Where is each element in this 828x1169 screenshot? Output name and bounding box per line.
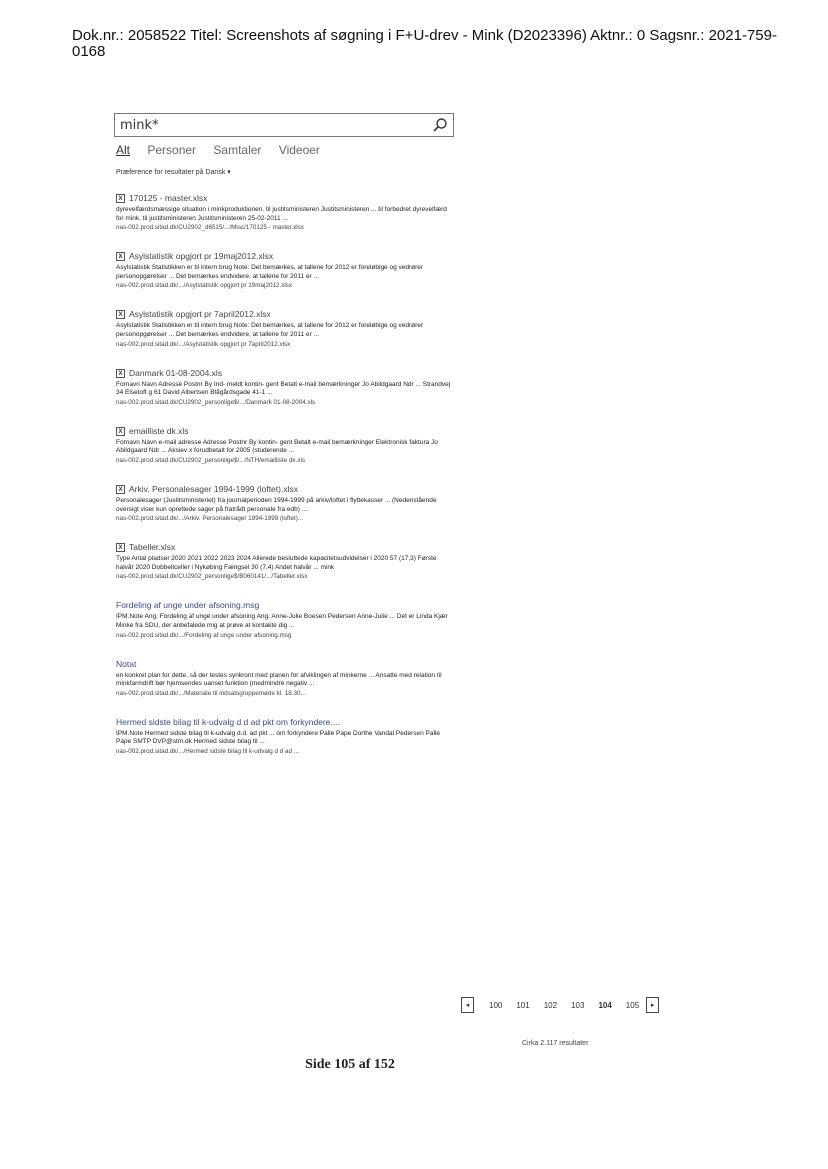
result-title-link[interactable] [116,193,456,204]
excel-file-icon: X [116,369,125,378]
result-snippet: Type Antal pladser 2020 2021 2022 2023 2024 Allerede besluttede kapacitetsudvidelser i 2020 57 (17,3) Første halvår 2020 Dobbeltceller i Nykøbing Fængsel 30 (7,4) Andet halvår ... mink [116,555,437,571]
result-url: nas-002.prod.sitad.dk/.../Fordeling af unge under afsoning.msg [116,631,292,639]
search-icon[interactable] [432,117,448,133]
result-title-link[interactable] [116,484,456,495]
scope-tabs [116,143,334,157]
result-title-link[interactable] [116,426,456,437]
search-result [116,484,456,523]
result-url: nas-002.prod.sitad.dk/CU2902_personlige$/.../NTH/emailliste dk.xls [116,456,305,464]
result-title-text: Hermed sidste bilag til k-udvalg d d ad pkt om forkyndere.... [116,716,340,727]
document-header: Dok.nr.: 2058522 Titel: Screenshots af søgning i F+U-drev - Mink (D2023396) Aktnr.: 0 Sagsnr.: 2021-759-0168 [72,27,777,60]
result-title-text: Notat [116,658,137,669]
result-title-link[interactable] [116,309,456,320]
pagination [461,997,659,1013]
result-snippet: Fornavn Navn e-mail adresse Adresse Postnr By kontin- gent Betalt e-mail bemærkninger Elektronisk faktura Jo Abildgaard Ndr ... Aksiev x forudbetalt for 2005 (studerende ... [116,438,438,455]
page-link-current: 104 [598,1000,612,1010]
excel-file-icon: X [116,485,125,494]
result-title-text: Asylstatistik opgjort pr 19maj2012.xlsx [129,251,274,262]
result-title-text: Arkiv. Personalesager 1994-1999 (loftet).xlsx [129,483,298,494]
result-title-text: Asylstatistik opgjort pr 7april2012.xlsx [129,309,271,320]
result-title-link[interactable] [116,368,456,379]
result-title-link[interactable] [116,717,456,728]
result-title-link[interactable] [116,659,456,670]
search-result [116,542,456,581]
excel-file-icon: X [116,543,125,552]
result-snippet: IPM.Note Ang: Fordeling af unge under afsoning Ang: Anne-Julie Boesen Pedersen Anne-Julie ... Det er Linda Kjær Minke fra SDU, der anbefalede mig at prøve at kontakte dig ... [116,613,448,629]
result-url: nas-002.prod.sitad.dk/CU2902_personlige$/.../Danmark 01-08-2004.xls [116,398,316,406]
page-link[interactable]: 103 [571,1000,585,1010]
tab-samtaler[interactable]: Samtaler [213,143,262,157]
page-link[interactable]: 102 [543,1000,558,1010]
result-title-text: Fordeling af unge under afsoning.msg [116,600,260,611]
page-link[interactable]: 101 [516,1000,530,1010]
excel-file-icon: X [116,427,125,436]
result-url: nas-002.prod.sitad.dk/.../Hermed sidste bilag til k-udvalg d d ad ... [116,747,300,755]
result-title-link[interactable] [116,542,456,553]
result-url: nas-002.prod.sitad.dk/.../Asylstatistik opgjort pr 19maj2012.xlsx [116,282,293,290]
result-url: nas-002.prod.sitad.dk/CU2902_personlige$/B060141/.../Tabeller.xlsx [116,573,308,581]
result-title-text: Danmark 01-08-2004.xls [129,367,223,378]
next-page-button[interactable]: ▸ [646,997,659,1013]
result-snippet: IPM.Note Hermed sidste bilag til k-udvalg d.d. ad pkt ... om forkyndere Palle Pape Dorthe Vandal Pedersen Palle Pape SMTP DVP@stm.dk Hermed sidste bilag til ... [116,729,440,746]
results-list [116,193,456,775]
result-count: Cirka 2.117 resultater [522,1040,589,1047]
result-url: nas-002.prod.sitad.dk/.../Asylstatistik opgjort pr 7april2012.xlsx [116,340,291,348]
search-result [116,251,456,290]
tab-alt[interactable]: Alt [116,143,131,157]
search-box[interactable] [114,113,454,137]
result-title-text: Tabeller.xlsx [129,542,176,553]
language-preference[interactable]: Præference for resultater på Dansk ▾ [116,169,231,176]
result-snippet: dyrevelfærdsmæssige situation i minkproduktionen. til justitsministeren Justitsministeren ... til forbedret dyrevelfærd for mink. til justitsministeren Justitsministeren 25-02-2011 ... [116,206,447,222]
result-url: nas-002.prod.sitad.dk/CU2902_d6515/.../Misc/170125 - master.xlsx [116,224,304,232]
page-link[interactable]: 100 [489,1000,503,1010]
result-snippet: Asylstatistik Statistikken er til intern brug Note: Det bemærkes, at tallene for 2012 er foreløbige og vedrører personopgørelser ... Det bemærkes endvidere, at tallene for 2011 er ... [116,264,424,280]
result-url: nas-002.prod.sitad.dk/.../Materiale til indsatsgruppemøde kl. 18.30... [116,689,306,697]
result-url: nas-002.prod.sitad.dk/.../Arkiv. Personalesager 1994-1999 (loftet)... [116,515,304,523]
result-snippet: en konkret plan for dette, så der testes synkront med planen for afviklingen af minkerne ... Ansatte med relation til minkfarmdrift bør hjemsendes uanset funktion (medmindre negativ ... [116,671,442,688]
search-result [116,717,456,756]
search-result [116,426,456,465]
result-snippet: Asylstatistik Statistikken er til intern brug Note: Det bemærkes, at tallene for 2012 er foreløbige og vedrører personopgørelser ... Det bemærkes endvidere, at tallene for 2011 er ... [116,322,424,338]
result-title-text: 170125 - master.xlsx [129,193,208,203]
excel-file-icon: X [116,310,125,319]
excel-file-icon: X [116,194,125,203]
result-title-link[interactable] [116,251,456,262]
search-result [116,193,456,232]
search-input[interactable] [120,116,420,134]
excel-file-icon: X [116,252,125,261]
search-result [116,309,456,348]
result-title-text: emailliste dk.xls [129,425,189,436]
result-snippet: Fornavn Navn Adresse Postnr By Ind- meldt kontin- gent Betalt e-mail bemærkninger Jo Abildgaard Ndr ... Strandvej 34 Elsetoft g 61 David Albertsen Blågårdsgade 41-1 ... [116,380,451,397]
search-result [116,659,456,698]
tab-videoer[interactable]: Videoer [278,143,320,157]
tab-personer[interactable]: Personer [147,143,197,157]
search-result [116,600,456,639]
search-result [116,368,456,407]
result-title-link[interactable] [116,600,456,611]
prev-page-button[interactable]: ◂ [461,997,474,1013]
result-snippet: Personalesager (Justitsministeriet) fra journalperioden 1994-1999 på arkiv/loftet i flyttekasser ... (Nedenstående oversigt viser kun oprettede sager på fratrådt personale fra edb) ... [116,496,437,513]
page-number: Side 105 af 152 [305,1057,395,1072]
page-link[interactable]: 105 [625,1000,640,1010]
